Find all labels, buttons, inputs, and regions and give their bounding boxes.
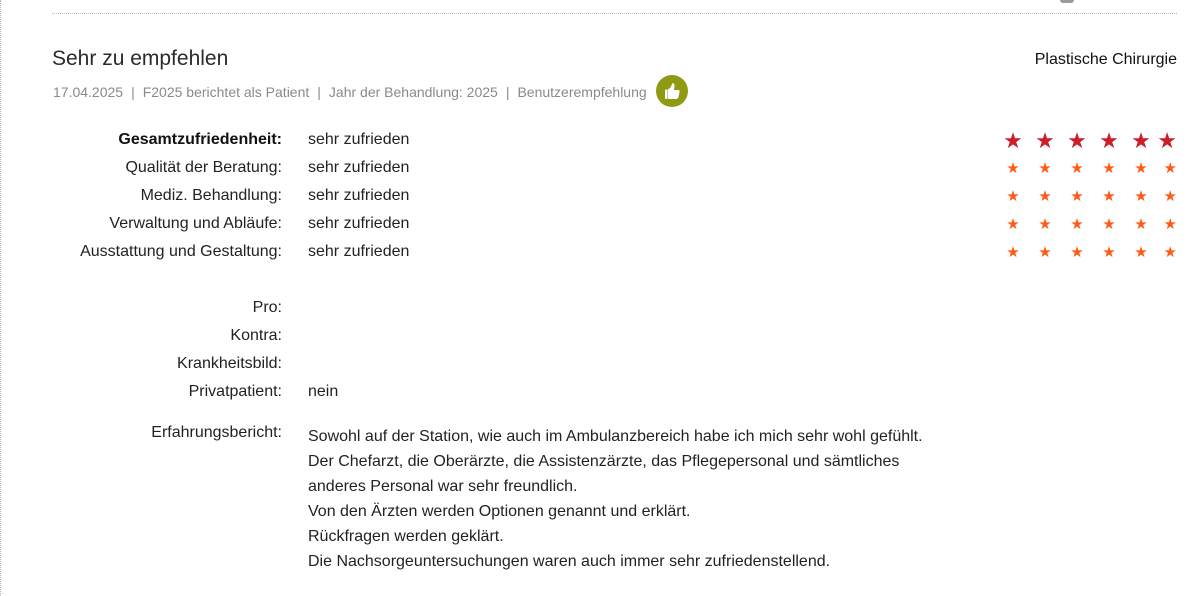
- top-icon-partial: [1060, 0, 1074, 3]
- star-icon: ★: [1131, 128, 1151, 153]
- star-icon: ★: [1102, 244, 1116, 261]
- rating-row: [0, 184, 1200, 212]
- star-icon: ★: [1102, 188, 1116, 205]
- star-icon: ★: [1163, 160, 1177, 177]
- star-icon: ★: [1070, 160, 1084, 177]
- detail-row: [0, 380, 1200, 408]
- star-icon: ★: [1038, 188, 1052, 205]
- thumbs-up-icon: [656, 75, 688, 107]
- star-icon: ★: [1134, 160, 1148, 177]
- star-rating: [997, 240, 1177, 266]
- star-icon: ★: [1070, 244, 1084, 261]
- star-icon: ★: [1099, 128, 1119, 153]
- ratings-list: [0, 128, 1200, 268]
- star-rating: [997, 156, 1177, 182]
- star-icon: ★: [1163, 188, 1177, 205]
- report-line: Rückfragen werden geklärt.: [308, 528, 504, 545]
- star-icon: ★: [1134, 216, 1148, 233]
- review-title: Sehr zu empfehlen: [52, 47, 229, 70]
- star-icon: ★: [1006, 216, 1020, 233]
- rating-label: Verwaltung und Abläufe:: [109, 215, 282, 232]
- star-icon: ★: [1163, 244, 1177, 261]
- detail-label: Pro:: [252, 299, 282, 316]
- star-icon: ★: [1070, 216, 1084, 233]
- star-icon: ★: [1157, 128, 1177, 153]
- report-line: Sowohl auf der Station, wie auch im Ambulanzbereich habe ich mich sehr wohl gefühlt.: [308, 428, 923, 445]
- star-rating: [997, 128, 1177, 154]
- detail-label: Privatpatient:: [188, 383, 282, 400]
- recommendation-label: Benutzerempfehlung: [517, 84, 647, 100]
- star-icon: ★: [1038, 216, 1052, 233]
- star-icon: ★: [1067, 128, 1087, 153]
- top-divider: [52, 13, 1177, 14]
- meta-separator: |: [131, 84, 135, 100]
- star-rating: [997, 184, 1177, 210]
- report-line: Der Chefarzt, die Oberärzte, die Assistenzärzte, das Pflegepersonal und sämtliches: [308, 453, 900, 470]
- rating-label: Gesamtzufriedenheit:: [118, 131, 282, 148]
- star-icon: ★: [1038, 244, 1052, 261]
- rating-label: Mediz. Behandlung:: [140, 187, 282, 204]
- meta-separator: |: [317, 84, 321, 100]
- rating-row: [0, 240, 1200, 268]
- detail-row: [0, 352, 1200, 380]
- treatment-year: Jahr der Behandlung: 2025: [328, 84, 498, 100]
- star-icon: ★: [1102, 216, 1116, 233]
- rating-row: [0, 156, 1200, 184]
- meta-separator: |: [505, 84, 510, 100]
- department-label: Plastische Chirurgie: [1034, 51, 1177, 68]
- star-icon: ★: [1006, 188, 1020, 205]
- star-icon: ★: [1134, 188, 1148, 205]
- rating-value: sehr zufrieden: [308, 131, 410, 148]
- report-text: [308, 424, 1068, 574]
- review-meta: [53, 83, 688, 101]
- star-icon: ★: [1038, 160, 1052, 177]
- rating-row: [0, 212, 1200, 240]
- detail-label: Kontra:: [230, 327, 282, 344]
- star-icon: ★: [1102, 160, 1116, 177]
- rating-value: sehr zufrieden: [308, 159, 410, 176]
- details-list: [0, 296, 1200, 408]
- overall-rating-row: [0, 128, 1200, 156]
- report-line: Von den Ärzten werden Optionen genannt und erklärt.: [308, 503, 691, 520]
- star-icon: ★: [1006, 244, 1020, 261]
- star-icon: ★: [1035, 128, 1055, 153]
- detail-row: [0, 296, 1200, 324]
- star-rating: [997, 212, 1177, 238]
- star-icon: ★: [1163, 216, 1177, 233]
- star-icon: ★: [1006, 160, 1020, 177]
- detail-value: nein: [308, 383, 339, 400]
- detail-row: [0, 324, 1200, 352]
- rating-value: sehr zufrieden: [308, 187, 410, 204]
- review-date: 17.04.2025: [53, 84, 124, 100]
- star-icon: ★: [1070, 188, 1084, 205]
- rating-value: sehr zufrieden: [308, 215, 410, 232]
- star-icon: ★: [1003, 128, 1023, 153]
- rating-label: Qualität der Beratung:: [125, 159, 282, 176]
- report-line: anderes Personal war sehr freundlich.: [308, 478, 578, 495]
- star-icon: ★: [1134, 244, 1148, 261]
- report-line: Die Nachsorgeuntersuchungen waren auch immer sehr zufriedenstellend.: [308, 553, 831, 570]
- rating-label: Ausstattung und Gestaltung:: [80, 243, 282, 260]
- rating-value: sehr zufrieden: [308, 243, 410, 260]
- report-label: Erfahrungsbericht:: [151, 424, 282, 441]
- review-author: F2025 berichtet als Patient: [142, 84, 310, 100]
- detail-label: Krankheitsbild:: [177, 355, 282, 372]
